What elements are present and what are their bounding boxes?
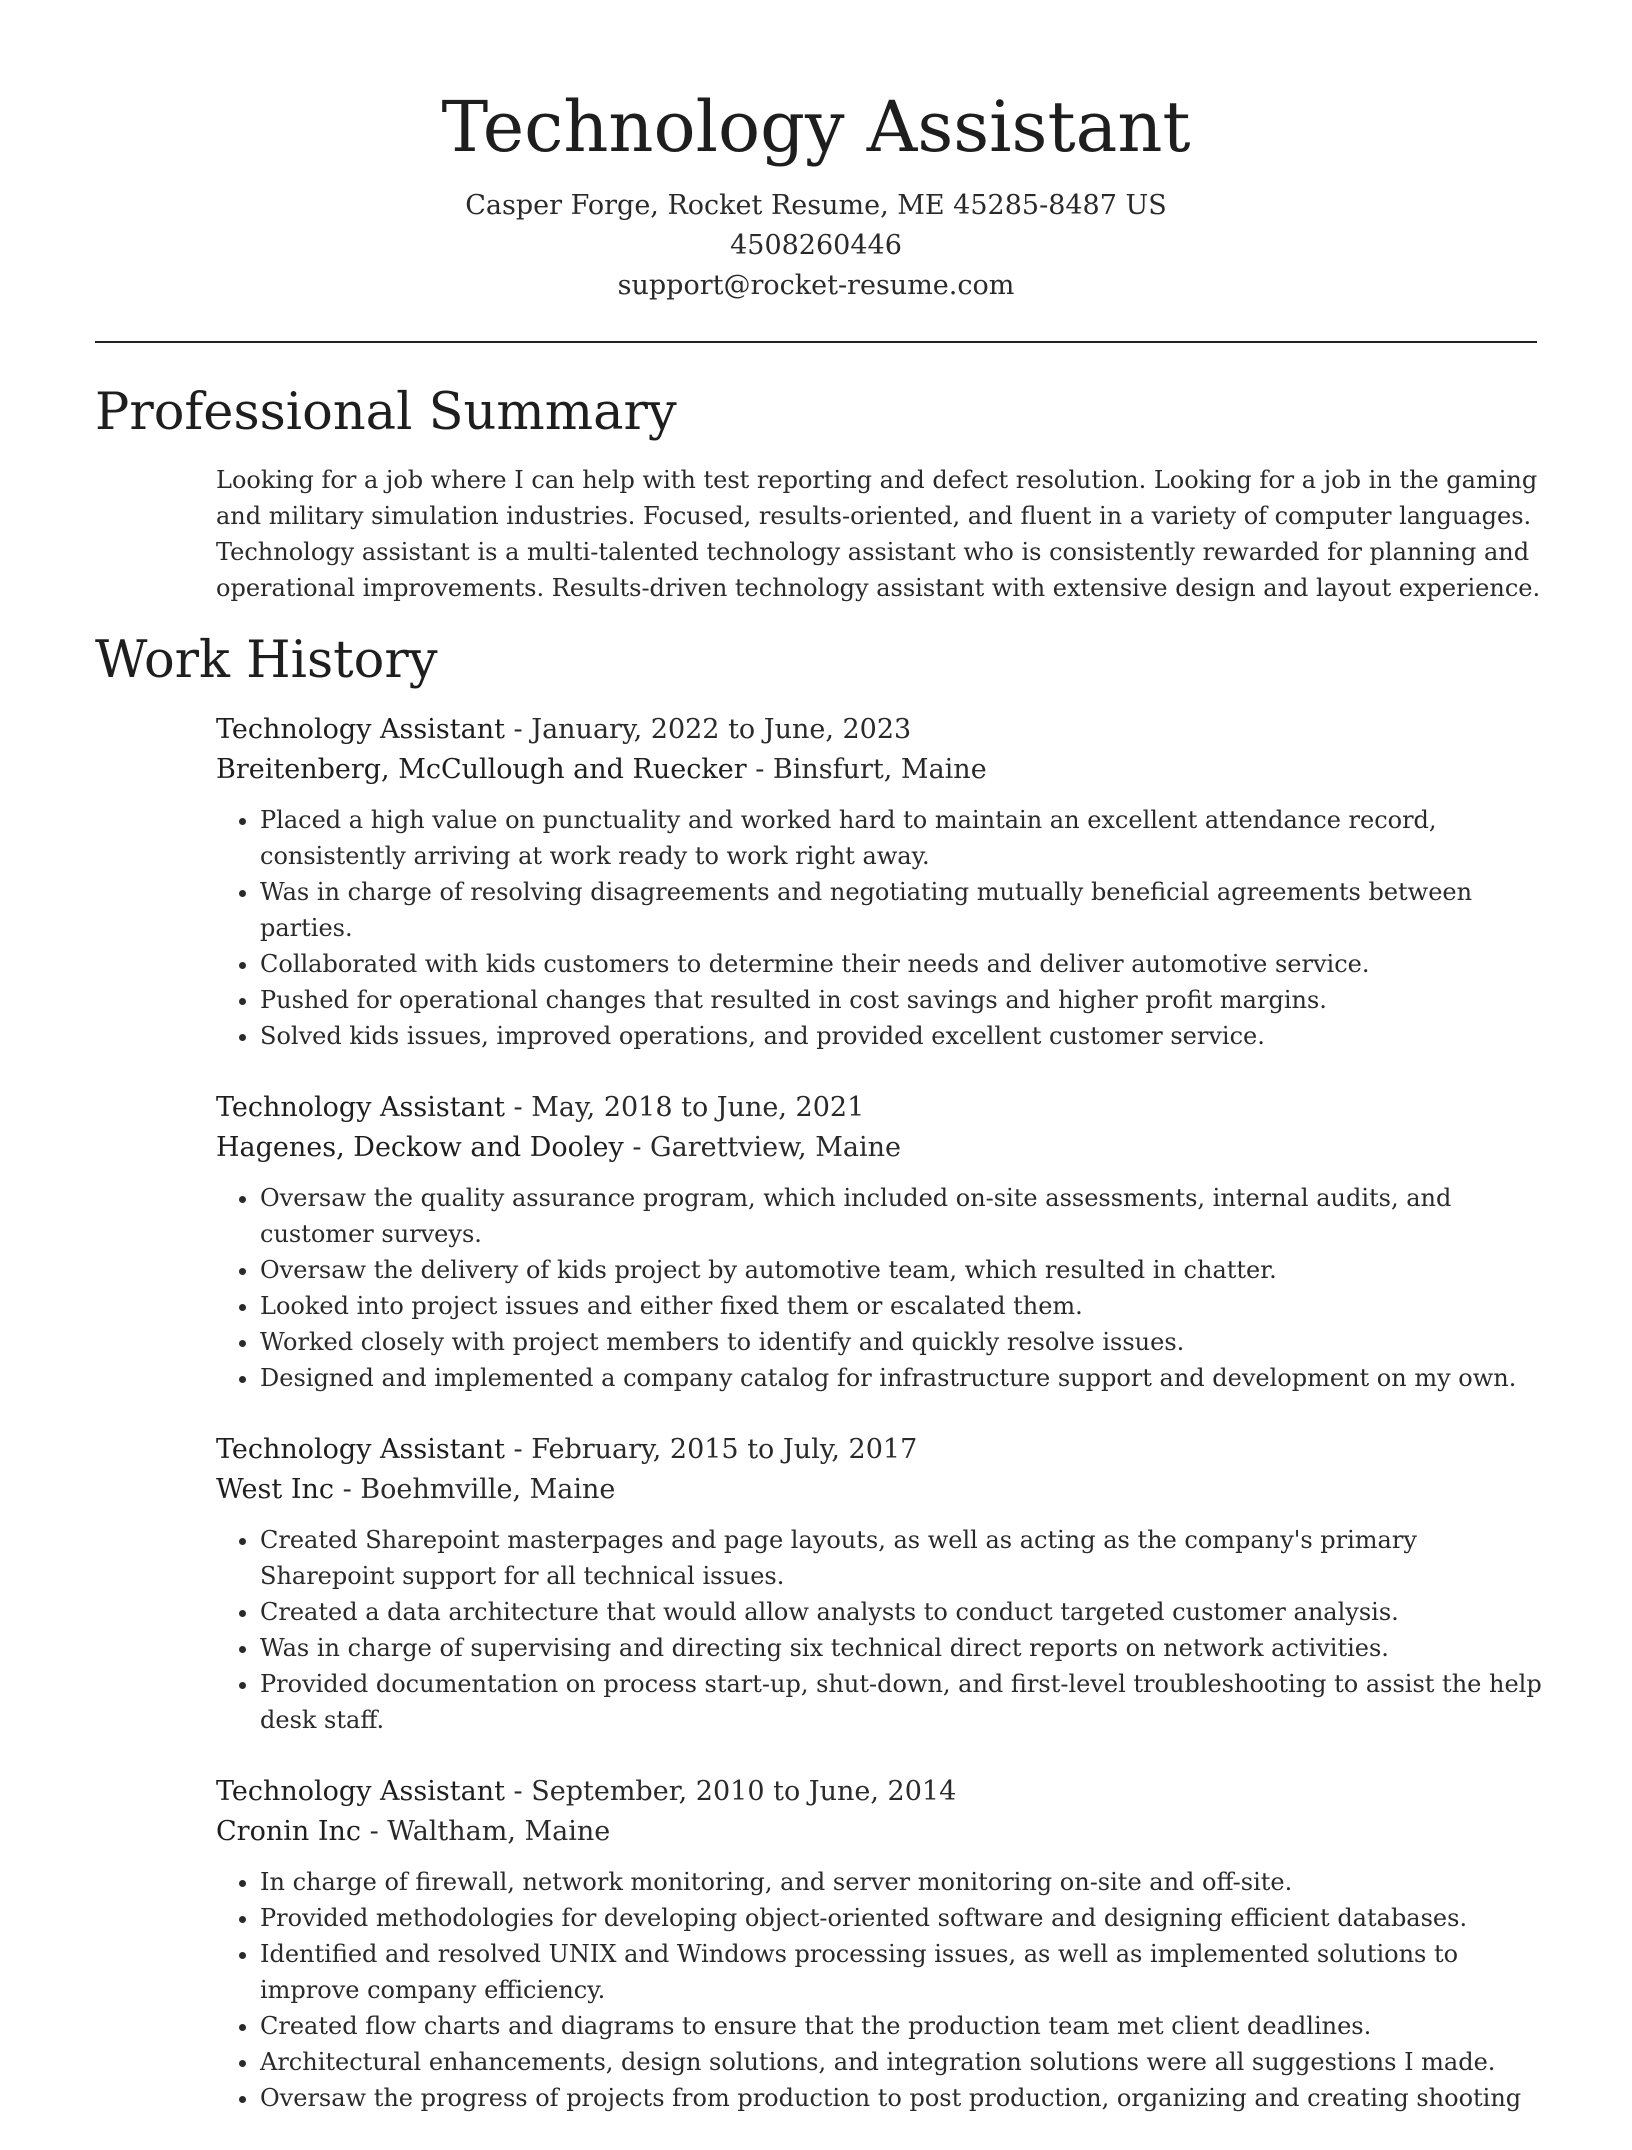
job-title: Technology Assistant: [216, 1434, 505, 1465]
job-company: Breitenberg, McCullough and Ruecker: [216, 754, 747, 785]
list-item: • Identified and resolved UNIX and Windows processing issues, as well as implemented solutions to improve company efficiency.: [260, 1936, 1546, 2008]
work-history-heading: Work History: [95, 631, 438, 690]
job-bullets: [216, 802, 1546, 1054]
job-title-line: [216, 1772, 1546, 1812]
job-company-line: [216, 750, 1546, 790]
job-title-line: [216, 1430, 1546, 1470]
summary-text: Looking for a job where I can help with test reporting and defect resolution. Looking for a job in the gaming and military simulation industries. Focused, results-oriented, and fluent in a variety of computer languages. Technology assistant is a multi-talented technology assistant who is consistently rewarded for planning and operational improvements. Results-driven technology assistant with extensive design and layout experience.: [216, 466, 1541, 602]
job-entry: [216, 710, 1546, 1054]
job-title-line: [216, 710, 1546, 750]
contact-info: [0, 186, 1632, 306]
job-dates: - May, 2018 to June, 2021: [504, 1092, 865, 1123]
job-company: Hagenes, Deckow and Dooley: [216, 1132, 624, 1163]
job-bullets: [216, 1522, 1546, 1738]
job-entry: [216, 1430, 1546, 1738]
list-item: • Looked into project issues and either fixed them or escalated them.: [260, 1288, 1546, 1324]
job-title: Technology Assistant: [216, 1776, 505, 1807]
job-location: - Garettview, Maine: [623, 1132, 901, 1163]
job-dates: - January, 2022 to June, 2023: [504, 714, 912, 745]
job-dates: - September, 2010 to June, 2014: [504, 1776, 957, 1807]
list-item: • Created a data architecture that would allow analysts to conduct targeted customer analysis.: [260, 1594, 1546, 1630]
job-location: - Waltham, Maine: [361, 1816, 611, 1847]
job-company: Cronin Inc: [216, 1816, 361, 1847]
job-location: - Boehmville, Maine: [334, 1474, 616, 1505]
list-item: • Created Sharepoint masterpages and page layouts, as well as acting as the company's primary Sharepoint support for all technical issues.: [260, 1522, 1546, 1594]
list-item: • Was in charge of supervising and directing six technical direct reports on network activities.: [260, 1630, 1546, 1666]
job-entry: [216, 1088, 1546, 1396]
list-item: • Oversaw the delivery of kids project by automotive team, which resulted in chatter.: [260, 1252, 1546, 1288]
job-title: Technology Assistant: [216, 1092, 505, 1123]
list-item: • Provided methodologies for developing object-oriented software and designing efficient databases.: [260, 1900, 1546, 1936]
list-item: • Was in charge of resolving disagreements and negotiating mutually beneficial agreements between parties.: [260, 874, 1546, 946]
list-item: • Provided documentation on process start-up, shut-down, and first-level troubleshooting to assist the help desk staff.: [260, 1666, 1546, 1738]
contact-phone: 4508260446: [730, 230, 902, 261]
list-item: • Collaborated with kids customers to determine their needs and deliver automotive service.: [260, 946, 1546, 982]
list-item: • Oversaw the quality assurance program, which included on-site assessments, internal audits, and customer surveys.: [260, 1180, 1546, 1252]
job-company-line: [216, 1812, 1546, 1852]
list-item: • Architectural enhancements, design solutions, and integration solutions were all suggestions I made.: [260, 2044, 1546, 2080]
job-bullets: [216, 1180, 1546, 1396]
contact-email: support@rocket-resume.com: [617, 270, 1015, 301]
job-location: - Binsfurt, Maine: [746, 754, 987, 785]
list-item: • Oversaw the progress of projects from production to post production, organizing and creating shooting: [260, 2080, 1546, 2116]
job-entry: [216, 1772, 1546, 2116]
list-item: • Placed a high value on punctuality and worked hard to maintain an excellent attendance record, consistently arriving at work ready to work right away.: [260, 802, 1546, 874]
summary-heading: Professional Summary: [95, 383, 677, 442]
list-item: • Designed and implemented a company catalog for infrastructure support and development on my own.: [260, 1360, 1546, 1396]
header-divider: [95, 341, 1537, 343]
job-dates: - February, 2015 to July, 2017: [504, 1434, 918, 1465]
job-company-line: [216, 1128, 1546, 1168]
list-item: • Worked closely with project members to identify and quickly resolve issues.: [260, 1324, 1546, 1360]
job-title: Technology Assistant: [216, 714, 505, 745]
job-company-line: [216, 1470, 1546, 1510]
work-history-list: [216, 710, 1546, 2150]
list-item: • In charge of firewall, network monitoring, and server monitoring on-site and off-site.: [260, 1864, 1546, 1900]
list-item: • Created flow charts and diagrams to ensure that the production team met client deadlines.: [260, 2008, 1546, 2044]
contact-address: Casper Forge, Rocket Resume, ME 45285-8487 US: [465, 190, 1167, 221]
job-title-line: [216, 1088, 1546, 1128]
list-item: • Pushed for operational changes that resulted in cost savings and higher profit margins.: [260, 982, 1546, 1018]
resume-header: [0, 0, 1632, 306]
job-company: West Inc: [216, 1474, 334, 1505]
candidate-name: Technology Assistant: [441, 86, 1191, 168]
job-bullets: [216, 1864, 1546, 2116]
list-item: • Solved kids issues, improved operations, and provided excellent customer service.: [260, 1018, 1546, 1054]
